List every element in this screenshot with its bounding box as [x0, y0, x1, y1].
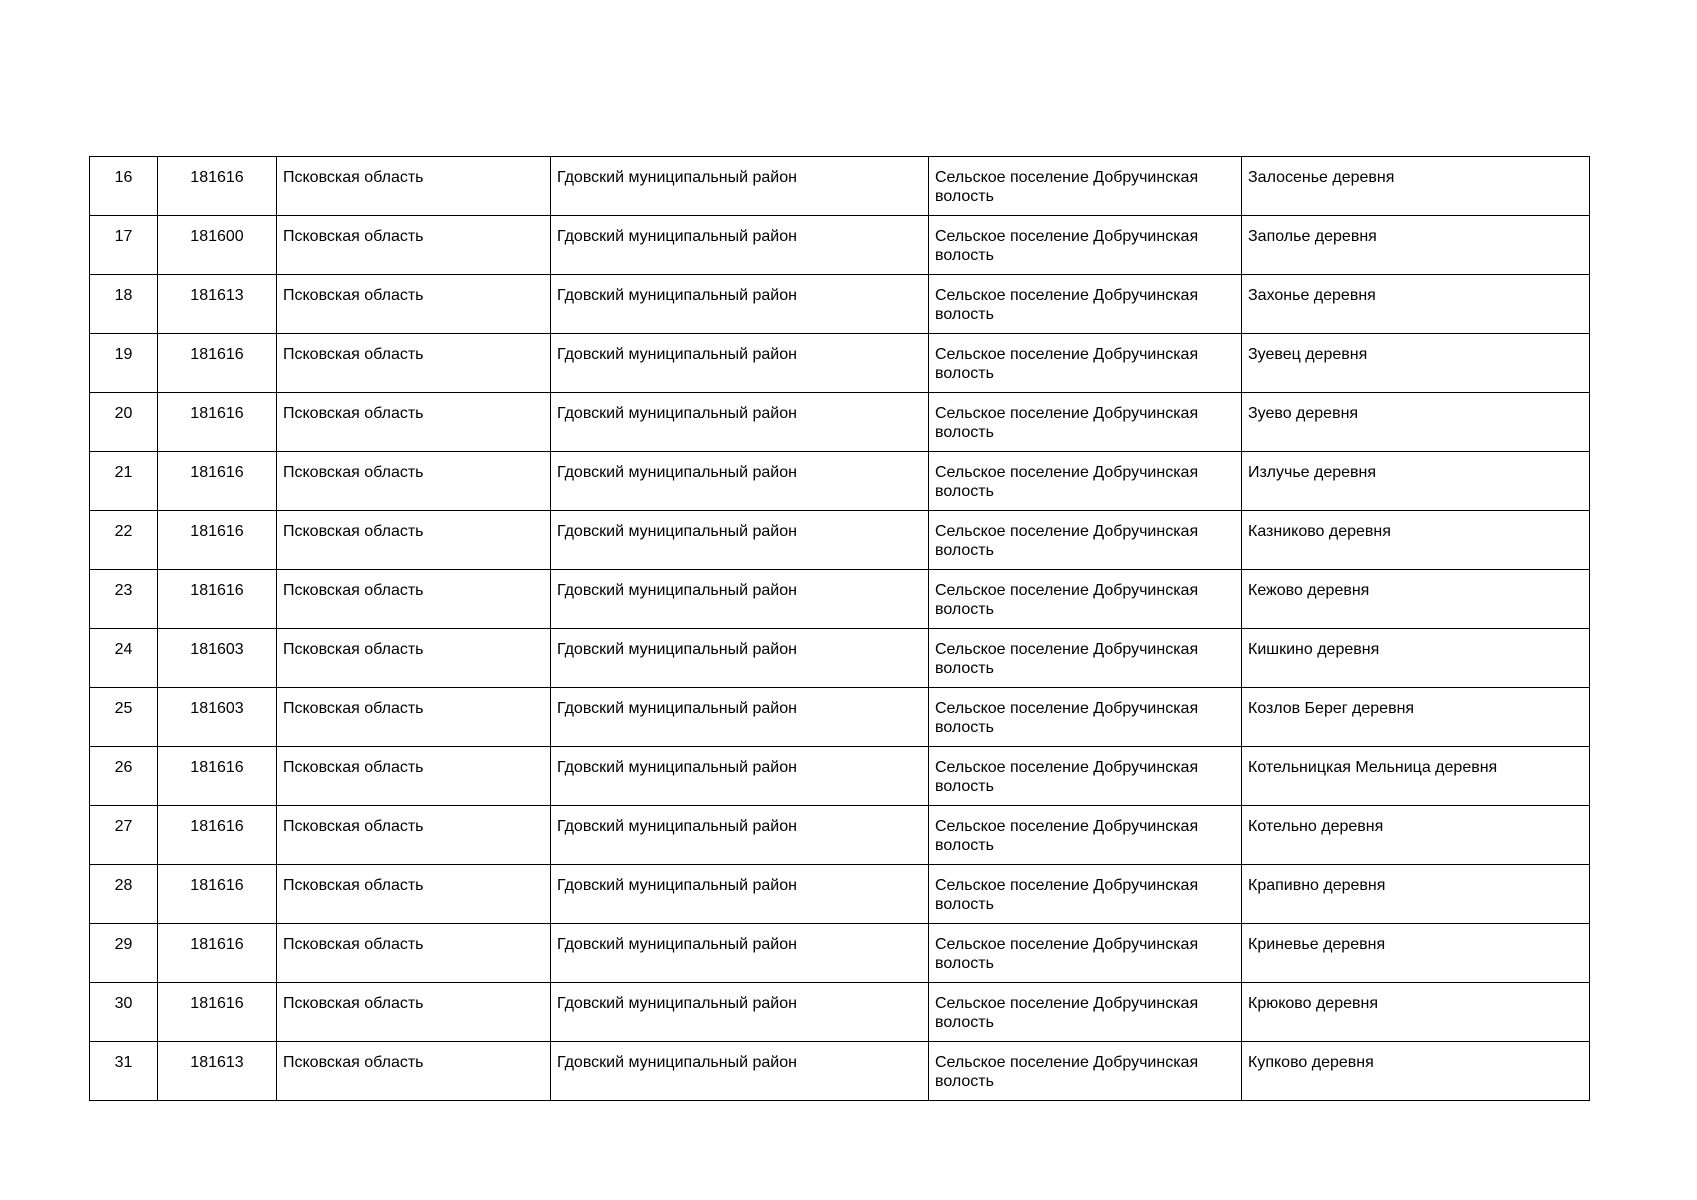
row-number-cell-text: 29 [114, 936, 133, 953]
row-number-cell-text: 30 [114, 995, 133, 1012]
settlement-cell-text: Сельское поселение Добручинская волость [935, 759, 1199, 795]
settlement-cell-text: Сельское поселение Добручинская волость [935, 523, 1199, 559]
row-number-cell [90, 983, 158, 1042]
district-cell [551, 511, 929, 570]
postal-index-cell [158, 865, 277, 924]
region-cell [277, 393, 551, 452]
row-number-cell-text: 18 [114, 287, 133, 304]
locality-cell-text: Купково деревня [1248, 1054, 1374, 1071]
address-registry-table [89, 156, 1590, 1101]
region-cell-text: Псковская область [283, 1054, 424, 1071]
postal-index-cell [158, 511, 277, 570]
table-row [90, 393, 1590, 452]
settlement-cell-text: Сельское поселение Добручинская волость [935, 936, 1199, 972]
table-row [90, 806, 1590, 865]
postal-index-cell [158, 275, 277, 334]
row-number-cell [90, 747, 158, 806]
region-cell-text: Псковская область [283, 287, 424, 304]
table-row [90, 865, 1590, 924]
district-cell [551, 157, 929, 216]
row-number-cell-text: 20 [114, 405, 133, 422]
postal-index-cell-text: 181616 [190, 582, 244, 599]
postal-index-cell [158, 334, 277, 393]
settlement-cell-text: Сельское поселение Добручинская волость [935, 995, 1199, 1031]
row-number-cell-text: 19 [114, 346, 133, 363]
district-cell-text: Гдовский муниципальный район [557, 1054, 797, 1071]
district-cell [551, 747, 929, 806]
settlement-cell [929, 629, 1242, 688]
locality-cell [1242, 688, 1590, 747]
region-cell [277, 629, 551, 688]
settlement-cell [929, 1042, 1242, 1101]
locality-cell [1242, 157, 1590, 216]
region-cell-text: Псковская область [283, 877, 424, 894]
district-cell-text: Гдовский муниципальный район [557, 228, 797, 245]
district-cell-text: Гдовский муниципальный район [557, 346, 797, 363]
row-number-cell [90, 1042, 158, 1101]
district-cell [551, 393, 929, 452]
locality-cell [1242, 983, 1590, 1042]
table-row [90, 570, 1590, 629]
locality-cell-text: Козлов Берег деревня [1248, 700, 1415, 717]
row-number-cell [90, 688, 158, 747]
region-cell [277, 334, 551, 393]
district-cell [551, 452, 929, 511]
settlement-cell [929, 393, 1242, 452]
district-cell [551, 275, 929, 334]
postal-index-cell-text: 181616 [190, 464, 244, 481]
locality-cell [1242, 806, 1590, 865]
settlement-cell [929, 570, 1242, 629]
settlement-cell [929, 334, 1242, 393]
region-cell-text: Псковская область [283, 228, 424, 245]
district-cell [551, 806, 929, 865]
settlement-cell-text: Сельское поселение Добручинская волость [935, 169, 1199, 205]
locality-cell [1242, 865, 1590, 924]
region-cell-text: Псковская область [283, 818, 424, 835]
row-number-cell-text: 24 [114, 641, 133, 658]
locality-cell [1242, 393, 1590, 452]
settlement-cell [929, 983, 1242, 1042]
postal-index-cell-text: 181613 [190, 1054, 244, 1071]
settlement-cell-text: Сельское поселение Добручинская волость [935, 464, 1199, 500]
district-cell-text: Гдовский муниципальный район [557, 523, 797, 540]
row-number-cell [90, 570, 158, 629]
region-cell [277, 1042, 551, 1101]
postal-index-cell-text: 181613 [190, 287, 244, 304]
region-cell-text: Псковская область [283, 641, 424, 658]
postal-index-cell-text: 181600 [190, 228, 244, 245]
locality-cell-text: Залосенье деревня [1248, 169, 1395, 186]
region-cell [277, 924, 551, 983]
locality-cell [1242, 216, 1590, 275]
settlement-cell-text: Сельское поселение Добручинская волость [935, 228, 1199, 264]
row-number-cell [90, 393, 158, 452]
region-cell-text: Псковская область [283, 405, 424, 422]
district-cell-text: Гдовский муниципальный район [557, 700, 797, 717]
district-cell-text: Гдовский муниципальный район [557, 877, 797, 894]
region-cell-text: Псковская область [283, 995, 424, 1012]
postal-index-cell [158, 1042, 277, 1101]
region-cell-text: Псковская область [283, 464, 424, 481]
region-cell-text: Псковская область [283, 936, 424, 953]
district-cell-text: Гдовский муниципальный район [557, 405, 797, 422]
settlement-cell [929, 275, 1242, 334]
settlement-cell-text: Сельское поселение Добручинская волость [935, 700, 1199, 736]
region-cell [277, 983, 551, 1042]
region-cell-text: Псковская область [283, 523, 424, 540]
row-number-cell-text: 23 [114, 582, 133, 599]
settlement-cell-text: Сельское поселение Добручинская волость [935, 641, 1199, 677]
district-cell-text: Гдовский муниципальный район [557, 582, 797, 599]
postal-index-cell-text: 181603 [190, 700, 244, 717]
district-cell-text: Гдовский муниципальный район [557, 936, 797, 953]
district-cell-text: Гдовский муниципальный район [557, 759, 797, 776]
row-number-cell [90, 452, 158, 511]
locality-cell [1242, 1042, 1590, 1101]
postal-index-cell-text: 181616 [190, 169, 244, 186]
region-cell [277, 216, 551, 275]
postal-index-cell-text: 181616 [190, 405, 244, 422]
row-number-cell-text: 31 [114, 1054, 133, 1071]
postal-index-cell-text: 181616 [190, 523, 244, 540]
table-row [90, 747, 1590, 806]
table-row [90, 511, 1590, 570]
row-number-cell [90, 334, 158, 393]
settlement-cell-text: Сельское поселение Добручинская волость [935, 1054, 1199, 1090]
locality-cell [1242, 452, 1590, 511]
locality-cell-text: Казниково деревня [1248, 523, 1391, 540]
row-number-cell-text: 21 [114, 464, 133, 481]
region-cell [277, 157, 551, 216]
district-cell-text: Гдовский муниципальный район [557, 464, 797, 481]
table-row [90, 629, 1590, 688]
locality-cell [1242, 334, 1590, 393]
settlement-cell [929, 452, 1242, 511]
region-cell-text: Псковская область [283, 759, 424, 776]
locality-cell-text: Котельницкая Мельница деревня [1248, 759, 1498, 776]
settlement-cell [929, 747, 1242, 806]
locality-cell [1242, 570, 1590, 629]
row-number-cell-text: 16 [114, 169, 133, 186]
row-number-cell [90, 511, 158, 570]
settlement-cell [929, 865, 1242, 924]
postal-index-cell [158, 393, 277, 452]
locality-cell-text: Кежово деревня [1248, 582, 1370, 599]
table-row [90, 334, 1590, 393]
table-row [90, 275, 1590, 334]
table-row [90, 216, 1590, 275]
row-number-cell-text: 27 [114, 818, 133, 835]
district-cell [551, 216, 929, 275]
postal-index-cell [158, 688, 277, 747]
row-number-cell [90, 275, 158, 334]
row-number-cell [90, 629, 158, 688]
locality-cell-text: Котельно деревня [1248, 818, 1384, 835]
district-cell [551, 865, 929, 924]
district-cell [551, 924, 929, 983]
postal-index-cell [158, 983, 277, 1042]
region-cell [277, 452, 551, 511]
settlement-cell [929, 806, 1242, 865]
table-row [90, 924, 1590, 983]
district-cell [551, 629, 929, 688]
row-number-cell [90, 157, 158, 216]
district-cell-text: Гдовский муниципальный район [557, 169, 797, 186]
district-cell [551, 334, 929, 393]
row-number-cell-text: 22 [114, 523, 133, 540]
locality-cell-text: Зуевец деревня [1248, 346, 1368, 363]
district-cell [551, 1042, 929, 1101]
settlement-cell-text: Сельское поселение Добручинская волость [935, 818, 1199, 854]
postal-index-cell [158, 629, 277, 688]
row-number-cell-text: 28 [114, 877, 133, 894]
postal-index-cell-text: 181616 [190, 759, 244, 776]
table-row [90, 1042, 1590, 1101]
district-cell-text: Гдовский муниципальный район [557, 287, 797, 304]
table-row [90, 983, 1590, 1042]
locality-cell-text: Криневье деревня [1248, 936, 1386, 953]
settlement-cell [929, 157, 1242, 216]
row-number-cell [90, 806, 158, 865]
settlement-cell-text: Сельское поселение Добручинская волость [935, 287, 1199, 323]
district-cell-text: Гдовский муниципальный район [557, 641, 797, 658]
locality-cell-text: Крапивно деревня [1248, 877, 1386, 894]
settlement-cell-text: Сельское поселение Добручинская волость [935, 877, 1199, 913]
locality-cell [1242, 924, 1590, 983]
region-cell [277, 570, 551, 629]
locality-cell-text: Захонье деревня [1248, 287, 1376, 304]
row-number-cell-text: 17 [114, 228, 133, 245]
postal-index-cell [158, 452, 277, 511]
table-row [90, 688, 1590, 747]
region-cell-text: Псковская область [283, 346, 424, 363]
locality-cell [1242, 629, 1590, 688]
locality-cell [1242, 275, 1590, 334]
row-number-cell [90, 216, 158, 275]
postal-index-cell [158, 924, 277, 983]
region-cell [277, 865, 551, 924]
region-cell [277, 806, 551, 865]
district-cell [551, 983, 929, 1042]
row-number-cell-text: 25 [114, 700, 133, 717]
postal-index-cell-text: 181616 [190, 346, 244, 363]
locality-cell [1242, 747, 1590, 806]
postal-index-cell-text: 181616 [190, 936, 244, 953]
settlement-cell [929, 924, 1242, 983]
postal-index-cell-text: 181616 [190, 818, 244, 835]
settlement-cell [929, 511, 1242, 570]
district-cell-text: Гдовский муниципальный район [557, 818, 797, 835]
postal-index-cell [158, 806, 277, 865]
region-cell [277, 688, 551, 747]
row-number-cell [90, 924, 158, 983]
region-cell [277, 747, 551, 806]
postal-index-cell-text: 181603 [190, 641, 244, 658]
locality-cell-text: Заполье деревня [1248, 228, 1377, 245]
row-number-cell-text: 26 [114, 759, 133, 776]
table-body [90, 157, 1590, 1101]
district-cell-text: Гдовский муниципальный район [557, 995, 797, 1012]
settlement-cell [929, 216, 1242, 275]
table-row [90, 452, 1590, 511]
settlement-cell-text: Сельское поселение Добручинская волость [935, 405, 1199, 441]
row-number-cell [90, 865, 158, 924]
locality-cell-text: Кишкино деревня [1248, 641, 1380, 658]
postal-index-cell [158, 570, 277, 629]
postal-index-cell-text: 181616 [190, 995, 244, 1012]
postal-index-cell [158, 747, 277, 806]
settlement-cell [929, 688, 1242, 747]
locality-cell-text: Зуево деревня [1248, 405, 1359, 422]
district-cell [551, 688, 929, 747]
settlement-cell-text: Сельское поселение Добручинская волость [935, 582, 1199, 618]
region-cell [277, 275, 551, 334]
postal-index-cell-text: 181616 [190, 877, 244, 894]
locality-cell-text: Излучье деревня [1248, 464, 1377, 481]
postal-index-cell [158, 216, 277, 275]
postal-index-cell [158, 157, 277, 216]
district-cell [551, 570, 929, 629]
locality-cell-text: Крюково деревня [1248, 995, 1378, 1012]
region-cell-text: Псковская область [283, 700, 424, 717]
table-row [90, 157, 1590, 216]
region-cell-text: Псковская область [283, 582, 424, 599]
settlement-cell-text: Сельское поселение Добручинская волость [935, 346, 1199, 382]
region-cell-text: Псковская область [283, 169, 424, 186]
locality-cell [1242, 511, 1590, 570]
region-cell [277, 511, 551, 570]
